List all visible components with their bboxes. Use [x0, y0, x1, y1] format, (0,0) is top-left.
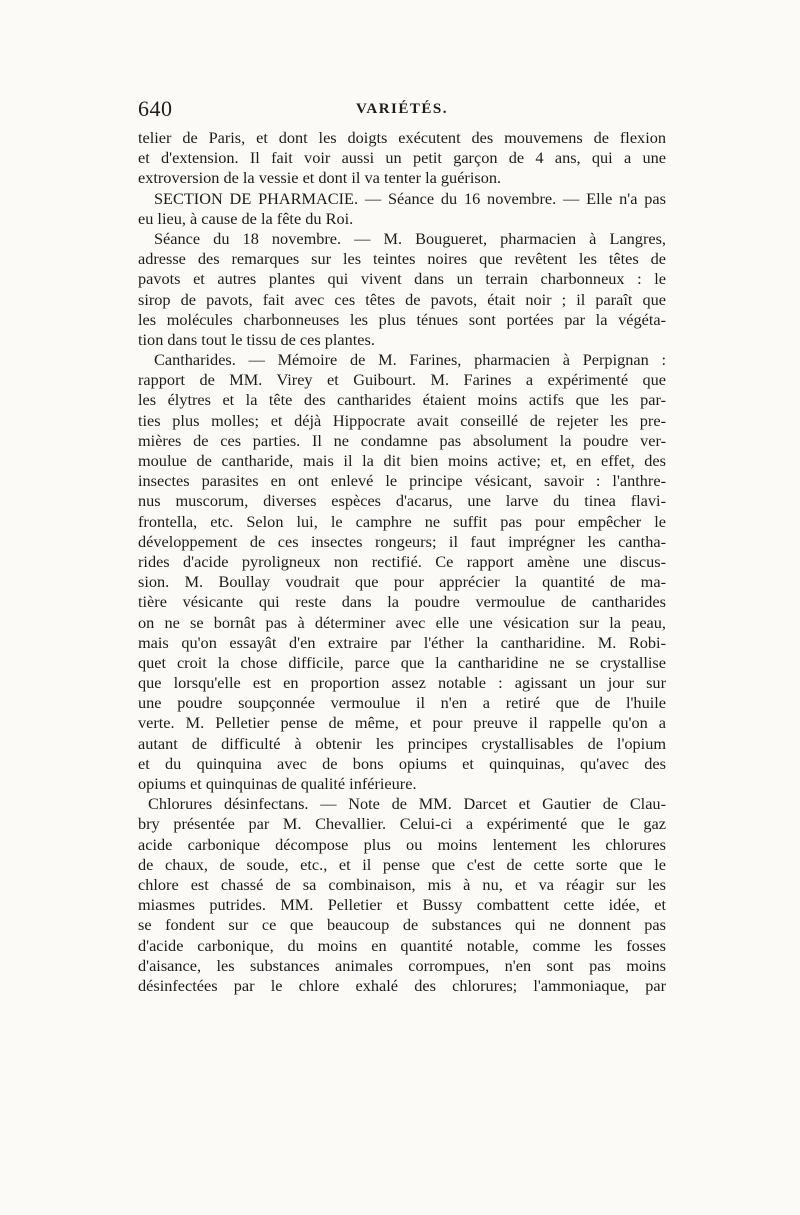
text-line: désinfectées par le chlore exhalé des chlorures; l'ammoniaque, par — [138, 975, 666, 995]
text-line: eu lieu, à cause de la fête du Roi. — [138, 208, 354, 228]
text-line: rapport de MM. Virey et Guibourt. M. Farines a expérimenté que — [138, 370, 666, 390]
text-line: mières de ces parties. Il ne condamne pas absolument la poudre ver- — [138, 430, 666, 450]
text-line: Chlorures désinfectans. — Note de MM. Darcet et Gautier de Clau- — [148, 794, 666, 814]
text-line: opiums et quinquinas de qualité inférieure. — [138, 774, 417, 793]
text-line: rides d'acide pyroligneux non rectifié. Ce rapport amène une discus- — [138, 551, 666, 571]
text-line: Cantharides. — Mémoire de M. Farines, pharmacien à Perpignan : — [154, 350, 666, 370]
text-line: sirop de pavots, fait avec ces têtes de pavots, était noir ; il paraît que — [138, 289, 666, 309]
text-line: adresse des remarques sur les teintes noires que revêtent les têtes de — [138, 249, 666, 269]
text-line: d'aisance, les substances animales corrompues, n'en sont pas moins — [138, 955, 666, 975]
text-line: chlore est chassé de sa combinaison, mis à nu, et va réagir sur les — [138, 874, 666, 894]
section-heading-line: SECTION DE PHARMACIE. — Séance du 16 novembre. — Elle n'a pas — [154, 188, 666, 208]
text-line: développement de ces insectes rongeurs; il faut imprégner les cantha- — [138, 531, 666, 551]
text-line: insectes parasites en ont enlevé le principe vésicant, savoir : l'anthre- — [138, 471, 666, 491]
text-line: acide carbonique décompose plus ou moins lentement les chlorures — [138, 834, 666, 854]
text-line: tière vésicante qui reste dans la poudre vermoulue de cantharides — [138, 592, 666, 612]
text-line: que lorsqu'elle est en proportion assez notable : agissant un jour sur — [138, 673, 666, 693]
text-line: frontella, etc. Selon lui, le camphre ne suffit pas pour empêcher le — [138, 511, 666, 531]
text-line: pavots et autres plantes qui vivent dans un terrain charbonneux : le — [138, 269, 666, 289]
page-number: 640 — [138, 96, 173, 121]
text-line: ties plus molles; et déjà Hippocrate avait conseillé de rejeter les pre- — [138, 410, 666, 430]
text-line: moulue de cantharide, mais il la dit bien moins active; et, en effet, des — [138, 451, 666, 470]
body-text — [138, 128, 666, 996]
text-line: se fondent sur ce que beaucoup de substances qui ne donnent pas — [138, 915, 666, 935]
text-line: verte. M. Pelletier pense de même, et pour preuve il rappelle qu'on a — [138, 713, 666, 733]
text-line: bry présentée par M. Chevallier. Celui-ci a expérimenté que le gaz — [138, 814, 666, 834]
text-line: on ne se bornât pas à déterminer avec elle une vésication sur la peau, — [138, 612, 666, 632]
running-head: VARIÉTÉS. — [355, 101, 448, 117]
text-line: et d'extension. Il fait voir aussi un petit garçon de 4 ans, qui a une — [138, 148, 666, 168]
page-header — [138, 96, 666, 126]
text-line: Séance du 18 novembre. — M. Bougueret, pharmacien à Langres, — [154, 228, 666, 248]
text-line: d'acide carbonique, du moins en quantité notable, comme les fosses — [138, 935, 666, 955]
text-line: quet croit la chose difficile, parce que la cantharidine ne se crystallise — [138, 652, 666, 672]
text-line: nus muscorum, diverses espèces d'acarus, une larve du tinea flavi- — [138, 491, 666, 511]
text-line: miasmes putrides. MM. Pelletier et Bussy combattent cette idée, et — [138, 895, 666, 915]
text-line: et du quinquina avec de bons opiums et quinquinas, qu'avec des — [138, 753, 666, 773]
text-line: de chaux, de soude, etc., et il pense que c'est de cette sorte que le — [138, 854, 666, 874]
text-line: une poudre soupçonnée vermoulue il n'en a retiré que de l'huile — [138, 693, 666, 713]
text-line: les élytres et la tête des cantharides étaient moins actifs que les par- — [138, 390, 666, 410]
text-line: tion dans tout le tissu de ces plantes. — [138, 329, 375, 349]
text-line: les molécules charbonneuses les plus ténues sont portées par la végéta- — [138, 309, 666, 329]
text-line: sion. M. Boullay voudrait que pour apprécier la quantité de ma- — [138, 572, 666, 592]
text-line: autant de difficulté à obtenir les principes crystallisables de l'opium — [138, 733, 666, 753]
text-line: telier de Paris, et dont les doigts exécutent des mouvemens de flexion — [138, 128, 666, 147]
text-line: extroversion de la vessie et dont il va tenter la guérison. — [138, 168, 502, 188]
text-line: mais qu'on essayât d'en extraire par l'éther la cantharidine. M. Robi- — [138, 632, 666, 652]
